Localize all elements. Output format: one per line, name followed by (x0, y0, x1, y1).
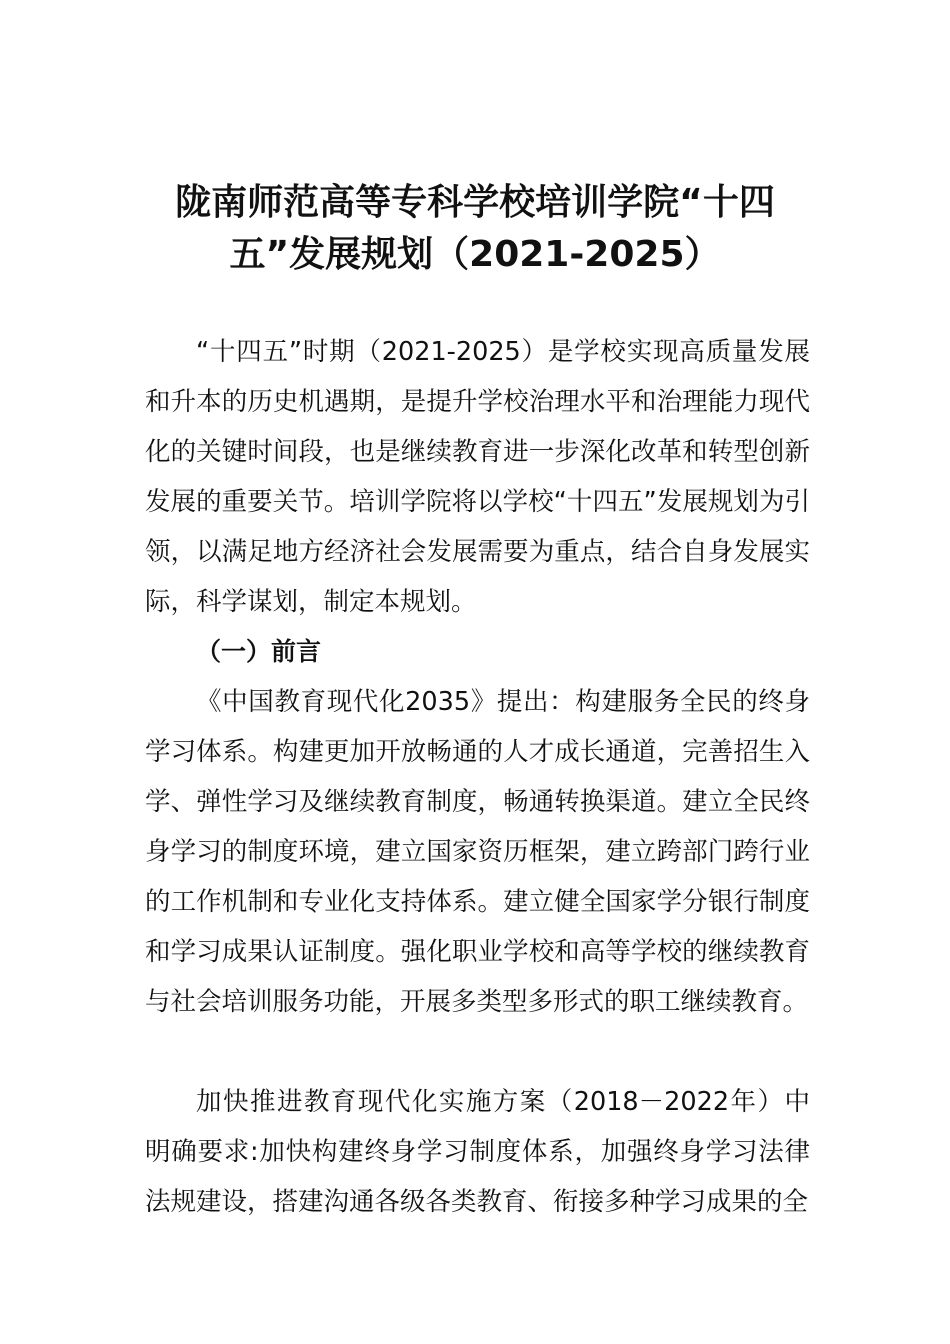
document-title-line-2: 五”发展规划（2021-2025） (229, 234, 721, 275)
section-heading-preface: （一）前言 (196, 637, 322, 666)
preface-paragraph-2: 加快推进教育现代化实施方案（2018－2022年）中明确要求:加快构建终身学习制度体系，加强终身学习法律法规建设，搭建沟通各级各类教育、衔接多种学习成果的全 (145, 1087, 810, 1217)
intro-paragraph: “十四五”时期（2021-2025）是学校实现高质量发展和升本的历史机遇期，是提升学校治理水平和治理能力现代化的关键时间段，也是继续教育进一步深化改革和转型创新发展的重要关节。培训学院将以学校“十四五”发展规划为引领，以满足地方经济社会发展需要为重点，结合自身发展实际，科学谋划，制定本规划。 (145, 337, 810, 617)
preface-paragraph-1: 《中国教育现代化2035》提出：构建服务全民的终身学习体系。构建更加开放畅通的人才成长通道，完善招生入学、弹性学习及继续教育制度，畅通转换渠道。建立全民终身学习的制度环境，建立国家资历框架，建立跨部门跨行业的工作机制和专业化支持体系。建立健全国家学分银行制度和学习成果认证制度。强化职业学校和高等学校的继续教育与社会培训服务功能，开展多类型多形式的职工继续教育。 (145, 687, 810, 1017)
document-title-line-1: 陇南师范高等专科学校培训学院“十四 (175, 182, 775, 223)
